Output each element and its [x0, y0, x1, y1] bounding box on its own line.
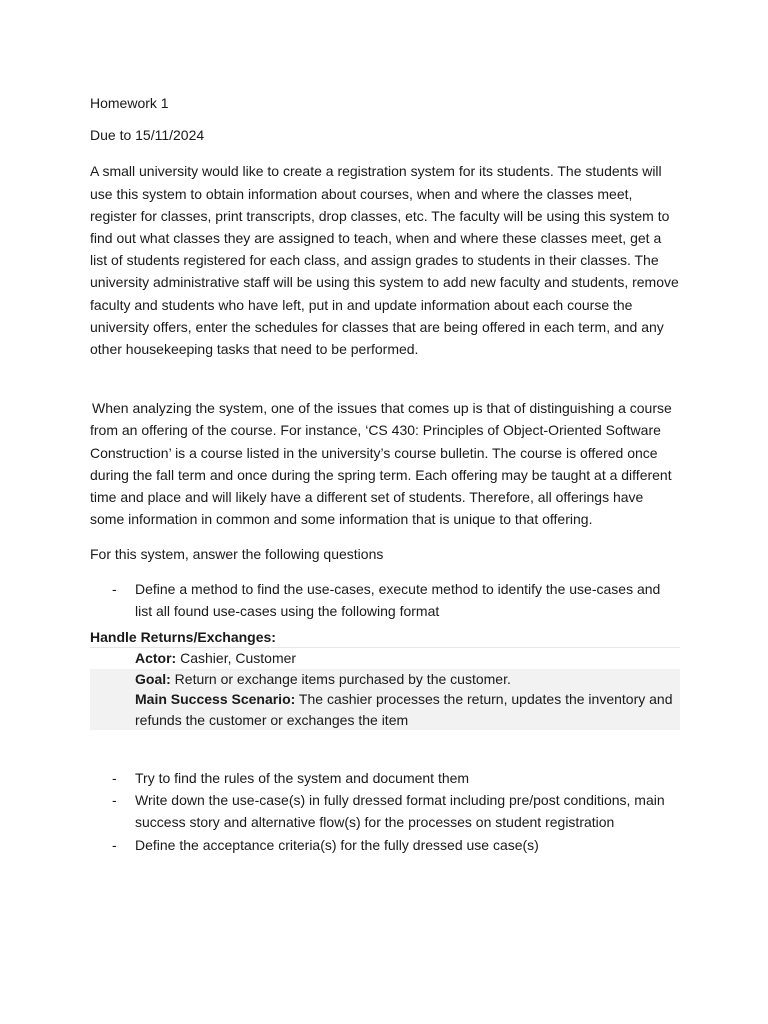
homework-title: Homework 1 — [90, 95, 169, 111]
paragraph-course-offering: When analyzing the system, one of the issues that comes up is that of distinguishing a course from an offering of the course. For instance, ‘CS 430: Principles of Object-Oriented Software Construction’ is a course listed in the university’s course bulletin. The course is offered once during the fall term and once during the spring term. Each offering may be taught at a different time and place and will likely have a different set of students. Therefore, all offerings have some information in common and some information that is unique to that offering. — [90, 400, 672, 528]
question-list-1 — [90, 578, 680, 622]
usecase-heading: Handle Returns/Exchanges: — [90, 627, 680, 648]
dash-bullet: - — [112, 792, 117, 809]
usecase-actor-row — [135, 648, 680, 669]
dash-bullet: - — [112, 836, 117, 853]
usecase-scenario-row — [135, 689, 680, 730]
due-date: Due to 15/11/2024 — [90, 127, 205, 144]
scenario-value: The cashier processes the return, updates the inventory and refunds the customer or exchanges the item — [135, 691, 673, 728]
paragraph-system-description: A small university would like to create a registration system for its students. The students will use this system to obtain information about courses, when and where the classes meet, register for classes, print transcripts, drop classes, etc. The faculty will be using this system to find out what classes they are assigned to teach, when and where these classes meet, get a list of students registered for each class, and assign grades to students in their classes. The university administrative staff will be using this system to add new faculty and students, remove faculty and students who have left, put in and update information about each course the university offers, enter the schedules for classes that are being offered in each term, and any other housekeeping tasks that need to be performed. — [90, 163, 679, 358]
list-item — [90, 578, 680, 622]
list-item-text: Try to find the rules of the system and document them — [135, 770, 470, 787]
list-item — [90, 767, 680, 789]
actor-value: Cashier, Customer — [176, 650, 297, 667]
goal-label: Goal: — [135, 670, 171, 687]
question-list-2 — [90, 767, 680, 856]
list-item-text: Write down the use-case(s) in fully dressed format including pre/post conditions, main success story and alternative flow(s) for the processes on student registration — [135, 792, 665, 831]
goal-value: Return or exchange items purchased by the customer. — [170, 670, 511, 687]
list-item — [90, 834, 680, 856]
actor-label: Actor: — [135, 650, 177, 667]
dash-bullet: - — [112, 580, 117, 597]
list-item-text: Define the acceptance criteria(s) for the fully dressed use case(s) — [135, 836, 539, 853]
usecase-shaded-block — [90, 669, 680, 731]
usecase-format-example — [90, 648, 680, 730]
list-item — [90, 789, 680, 833]
spacer — [90, 730, 680, 767]
scenario-label: Main Success Scenario: — [135, 691, 296, 708]
list-item-text: Define a method to find the use-cases, execute method to identify the use-cases and list all found use-cases using the following format — [135, 580, 661, 619]
dash-bullet: - — [112, 770, 117, 787]
usecase-goal-row — [135, 669, 680, 690]
questions-intro: For this system, answer the following questions — [90, 546, 384, 563]
document-page — [90, 92, 680, 856]
